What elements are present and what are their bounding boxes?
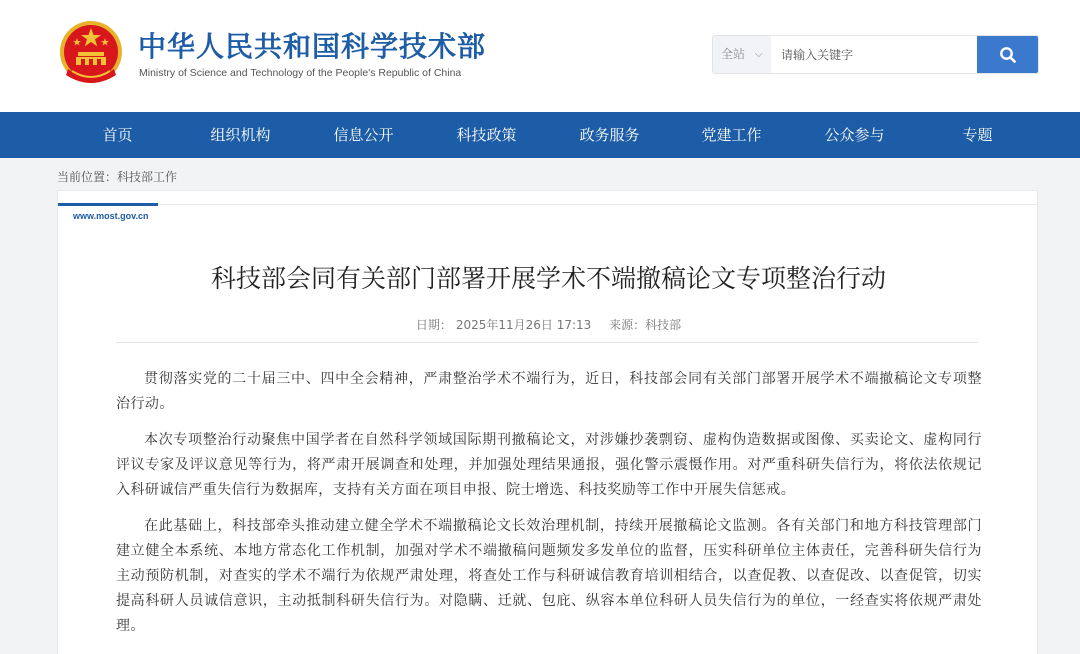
nav-item-topics[interactable]: 专题 (962, 126, 993, 144)
site-subtitle: Ministry of Science and Technology of the People's Republic of China (139, 67, 462, 79)
search-scope-label: 全站 (721, 47, 746, 61)
nav-item-home[interactable]: 首页 (102, 126, 133, 144)
article-paragraph: 贯彻落实党的二十届三中、四中全会精神，严肃整治学术不端行为，近日，科技部会同有关部门部署开展学术不端撤稿论文专项整治行动。 (116, 371, 982, 412)
article-source: 科技部 (645, 318, 682, 332)
search-icon (999, 46, 1017, 64)
nav-item-policy[interactable]: 科技政策 (456, 126, 517, 144)
nav-item-services[interactable]: 政务服务 (579, 126, 640, 144)
article-panel (57, 190, 1038, 654)
source-label: 来源： (609, 318, 646, 332)
site-title[interactable]: 中华人民共和国科学技术部 (138, 30, 487, 63)
search-bar (712, 35, 1039, 74)
article-title: 科技部会同有关部门部署开展学术不端撤稿论文专项整治行动 (210, 264, 886, 293)
nav-item-public[interactable]: 公众参与 (824, 126, 885, 144)
panel-accent-bar (58, 203, 158, 206)
article-body (116, 367, 982, 650)
article-meta (58, 316, 1039, 333)
chevron-down-icon: ⌵ (755, 49, 763, 60)
article-date: 2025年11月26日 17:13 (455, 318, 592, 332)
article-paragraph: 在此基础上，科技部牵头推动建立健全学术不端撤稿论文长效治理机制，持续开展撤稿论文监测。各有关部门和地方科技管理部门建立健全本系统、本地方常态化工作机制，加强对学术不端撤稿问题频发多发单位的监督，压实科研单位主体责任，完善科研失信行为主动预防机制，对查实的学术不端行为依规严肃处理，将查处工作与科研诚信教育培训相结合，以查促教、以查促改、以查促管，切实提高科研人员诚信意识，主动抵制科研失信行为。对隐瞒、迁就、包庇、纵容本单位科研人员失信行为的单位，一经查实将依规严肃处理。 (116, 518, 982, 634)
panel-divider (58, 204, 1039, 205)
national-emblem-icon[interactable] (56, 19, 126, 89)
nav-item-information[interactable]: 信息公开 (333, 126, 394, 144)
site-url: www.most.gov.cn (73, 211, 149, 221)
article-paragraph: 本次专项整治行动聚焦中国学者在自然科学领域国际期刊撤稿论文，对涉嫌抄袭剽窃、虚构伪造数据或图像、买卖论文、虚构同行评议专家及评议意见等行为，将严肃开展调查和处理，并加强处理结果通报，强化警示震慑作用。对严重科研失信行为，将依法依规记入科研诚信严重失信行为数据库，支持有关方面在项目申报、院士增选、科技奖励等工作中开展失信惩戒。 (116, 432, 982, 498)
search-scope-select[interactable] (713, 36, 771, 73)
main-nav (0, 112, 1080, 158)
search-button[interactable] (977, 36, 1039, 73)
site-header (0, 0, 1080, 112)
nav-item-party[interactable]: 党建工作 (701, 126, 762, 144)
search-input[interactable] (771, 36, 977, 73)
breadcrumb-current[interactable]: 科技部工作 (117, 170, 178, 184)
breadcrumb-prefix: 当前位置： (57, 170, 118, 184)
nav-item-organization[interactable]: 组织机构 (210, 126, 271, 144)
date-label: 日期： (415, 318, 452, 332)
meta-divider (116, 342, 978, 343)
breadcrumb (57, 168, 177, 185)
